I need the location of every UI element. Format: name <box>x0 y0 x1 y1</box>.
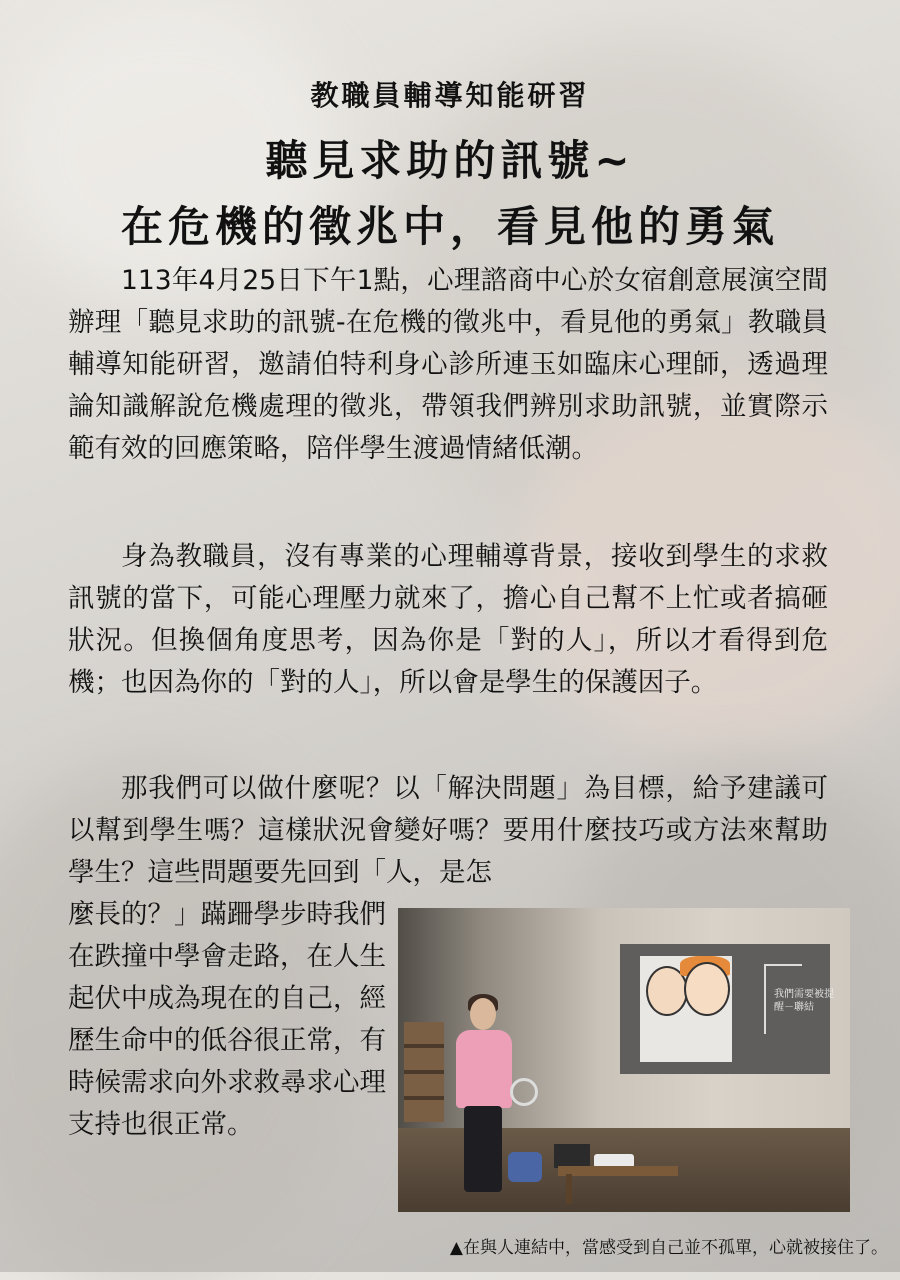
title-line-1: 聽見求助的訊號~ <box>265 136 635 185</box>
paragraph-2: 身為教職員，沒有專業的心理輔導背景，接收到學生的求救訊號的當下，可能心理壓力就來了，擔心自己幫不上忙或者搞砸狀況。但換個角度思考，因為你是「對的人」，所以才看得到危機；也因為你的「對的人」，所以會是學生的保護因子。 <box>68 541 828 698</box>
laptop <box>554 1144 590 1168</box>
event-subtitle: 教職員輔導知能研習 <box>310 79 590 112</box>
slide-bracket <box>764 964 802 966</box>
fan <box>510 1078 538 1106</box>
speaker-head <box>470 998 496 1030</box>
bag <box>508 1152 542 1182</box>
paragraph-3-continued: 麼長的？」蹣跚學步時我們在跌撞中學會走路，在人生起伏中成為現在的自己，經歷生命中的低谷很正常，有時候需求向外求救尋求心理支持也很正常。 <box>68 899 386 1140</box>
photo-caption: ▲在與人連結中，當感受到自己並不孤單，心就被接住了。 <box>449 1238 888 1258</box>
slide-bracket <box>764 964 766 1034</box>
illustration-face <box>684 962 730 1016</box>
slide-text: 我們需要被提醒－聯結 <box>774 989 834 1013</box>
paragraph-1: 113年4月25日下午1點，心理諮商中心於女宿創意展演空間辦理「聽見求助的訊號-在危機的徵兆中，看見他的勇氣」教職員輔導知能研習，邀請伯特利身心診所連玉如臨床心理師，透過理論知識解說危機處理的徵兆，帶領我們辨別求助訊號，並實際示範有效的回應策略，陪伴學生渡過情緒低潮。 <box>68 265 828 464</box>
speaker-legs <box>464 1106 502 1192</box>
photo-shelf <box>404 1022 444 1122</box>
paragraph-3: 那我們可以做什麼呢？以「解決問題」為目標，給予建議可以幫到學生嗎？這樣狀況會變好嗎？要用什麼技巧或方法來幫助學生？這些問題要先回到「人，是怎 <box>68 773 828 888</box>
speaker-body <box>456 1030 512 1108</box>
title-line-2: 在危機的徵兆中，看見他的勇氣 <box>120 202 779 251</box>
table <box>558 1166 678 1176</box>
table-leg <box>566 1174 572 1204</box>
slide-illustration <box>640 956 732 1062</box>
event-photo <box>398 908 850 1212</box>
